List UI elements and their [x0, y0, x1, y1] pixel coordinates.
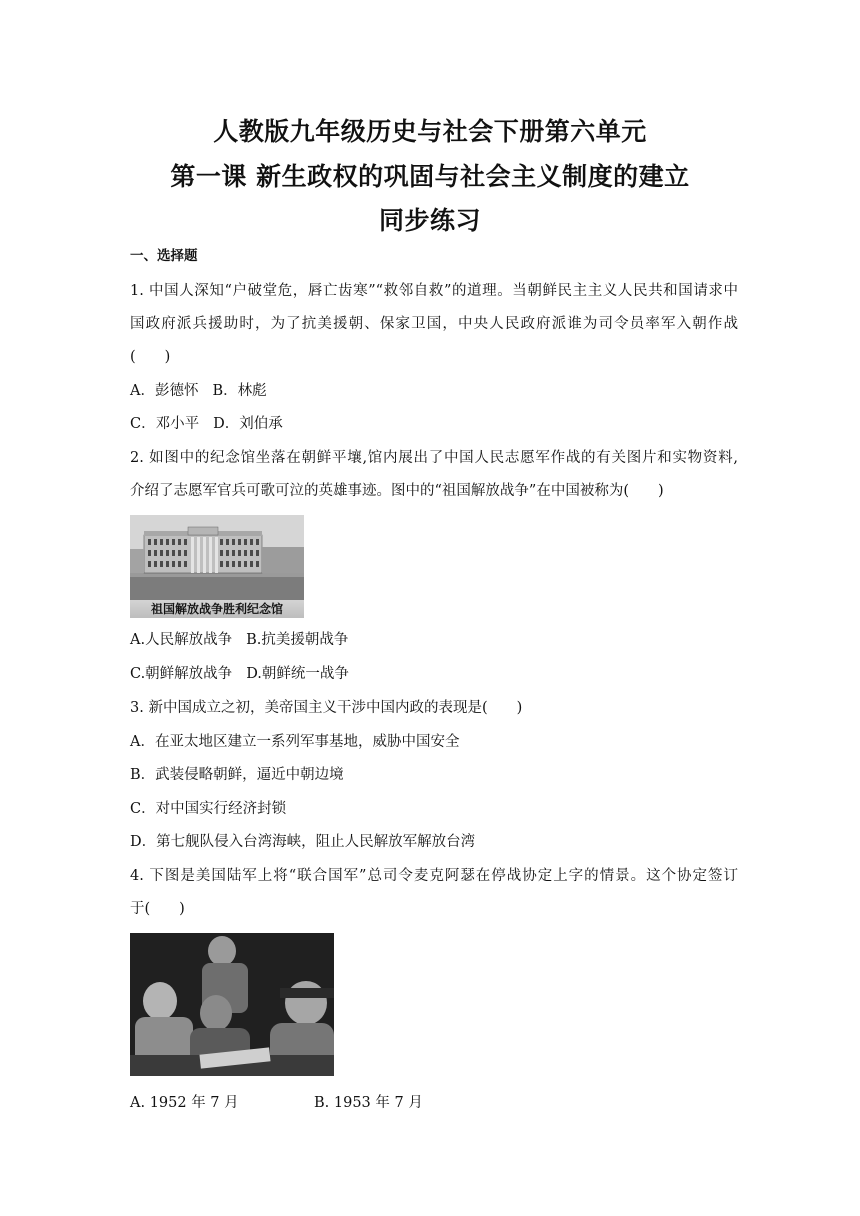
question-4-option-a: A. 1952 年 7 月 [130, 1095, 239, 1111]
memorial-hall-photo [130, 515, 304, 600]
question-2-option-c: C.朝鲜解放战争 [130, 666, 233, 682]
question-3-option-b: B．武装侵略朝鲜，逼近中朝边境 [130, 767, 344, 783]
question-2-option-a: A.人民解放战争 [130, 632, 233, 648]
question-3-option-a: A．在亚太地区建立一系列军事基地，威胁中国安全 [130, 734, 460, 750]
document-title-line-2: 第一课 新生政权的巩固与社会主义制度的建立 [170, 162, 690, 191]
question-1-options-row-2 [130, 414, 283, 434]
question-4-line-2: 于( ) [130, 901, 185, 917]
question-2-options-row-2 [130, 664, 349, 684]
question-4-option-b: B. 1953 年 7 月 [314, 1095, 423, 1111]
question-2-option-b: B.抗美援朝战争 [246, 632, 349, 648]
armistice-signing-photo [130, 933, 334, 1076]
question-3-stem: 3. 新中国成立之初，美帝国主义干涉中国内政的表现是( ) [130, 700, 523, 716]
question-3-option-d: D．第七舰队侵入台湾海峡，阻止人民解放军解放台湾 [130, 834, 476, 850]
question-1-answer-blank: ( ) [130, 349, 171, 365]
question-2-options-row-1 [130, 630, 348, 650]
question-1-option-b: B．林彪 [212, 383, 267, 399]
question-1-option-a: A．彭德怀 [130, 383, 199, 399]
question-2-option-d: D.朝鲜统一战争 [246, 666, 349, 682]
question-3-option-c: C．对中国实行经济封锁 [130, 801, 287, 817]
section-heading: 一、选择题 [130, 248, 198, 264]
document-title-line-1: 人教版九年级历史与社会下册第六单元 [213, 117, 647, 146]
question-1-line-1: 1. 中国人深知“户破堂危，唇亡齿寒”“救邻自救”的道理。当朝鲜民主主义人民共和国请求中 [130, 283, 738, 299]
question-2-line-2: 介绍了志愿军官兵可歌可泣的英雄事迹。图中的“祖国解放战争”在中国被称为( ) [130, 483, 664, 499]
question-4-line-1: 4. 下图是美国陆军上将“联合国军”总司令麦克阿瑟在停战协定上字的情景。这个协定签订 [130, 868, 738, 884]
question-1-line-2: 国政府派兵援助时，为了抗美援朝、保家卫国，中央人民政府派谁为司令员率军入朝作战 [130, 316, 738, 332]
memorial-hall-caption: 祖国解放战争胜利纪念馆 [130, 600, 304, 618]
question-1-option-d: D．刘伯承 [213, 416, 283, 432]
document-title-line-3: 同步练习 [378, 206, 481, 235]
question-1-options-row-1 [130, 381, 267, 401]
question-1-option-c: C．邓小平 [130, 416, 200, 432]
question-2-line-1: 2. 如图中的纪念馆坐落在朝鲜平壤,馆内展出了中国人民志愿军作战的有关图片和实物资料, [130, 450, 738, 466]
